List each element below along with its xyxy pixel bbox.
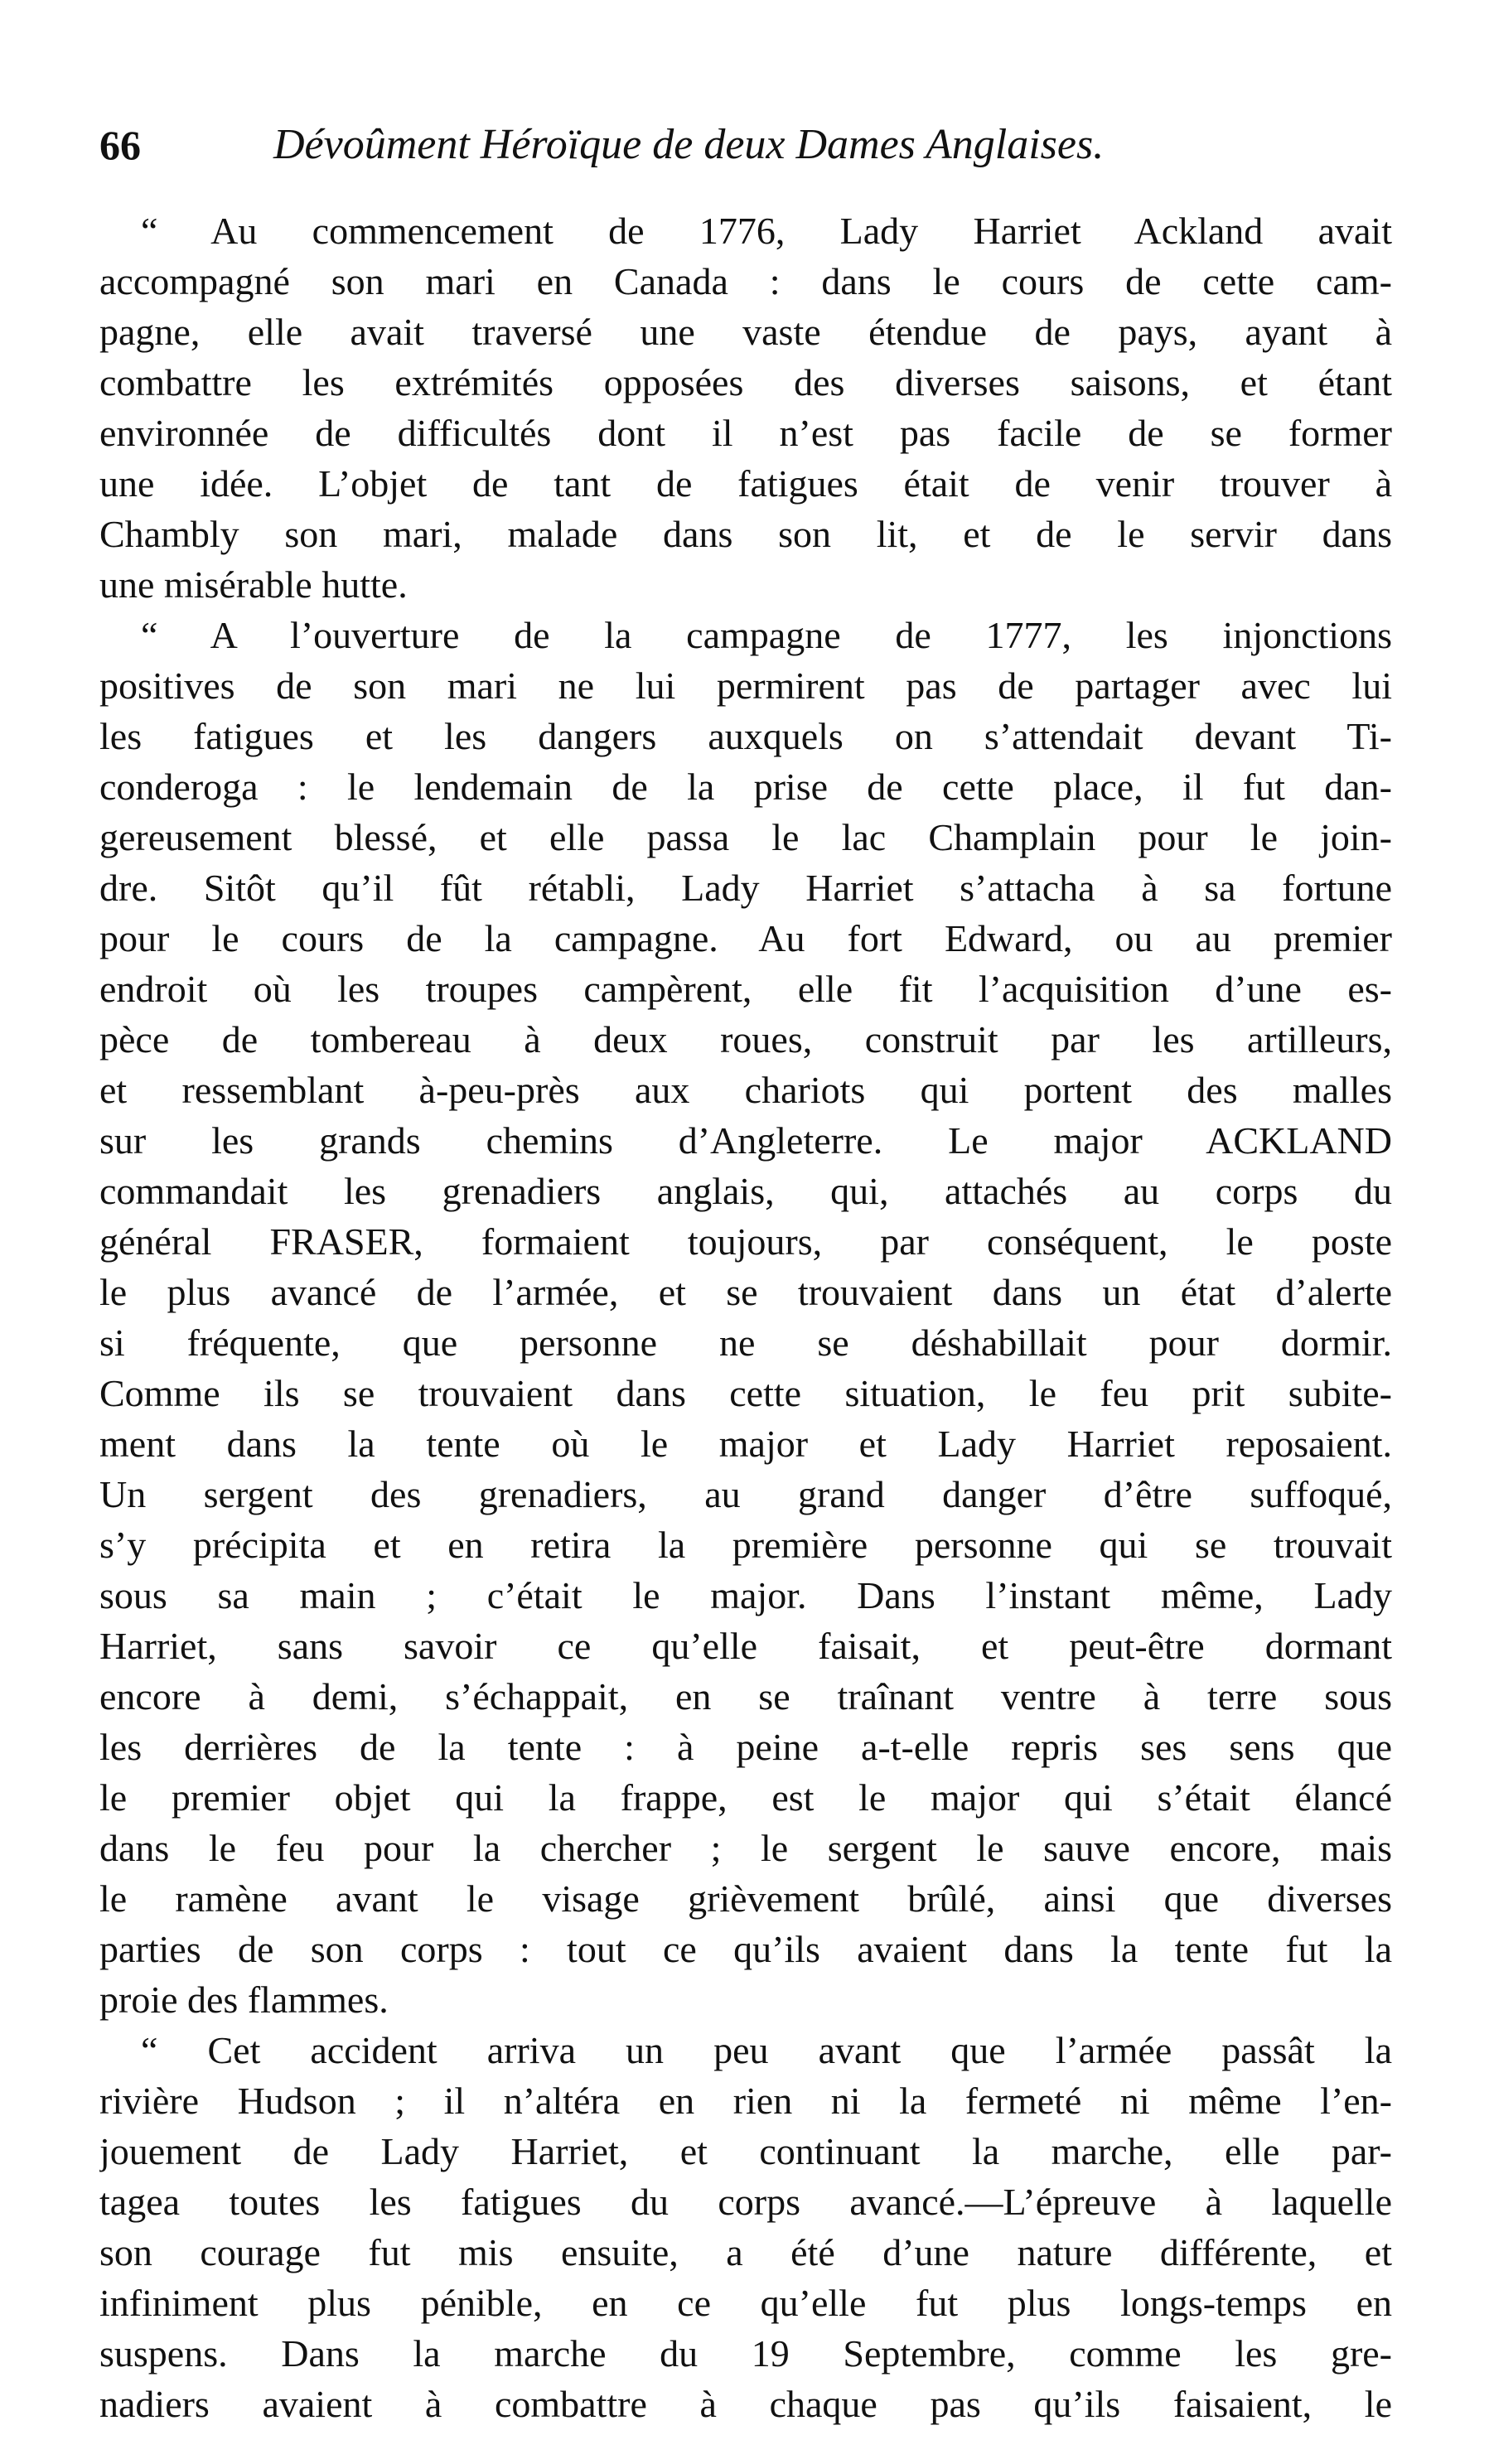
text-line: dans le feu pour la chercher ; le sergent le sauve encore, mais (99, 1827, 1392, 1869)
text-line: encore à demi, s’échappait, en se traînant ventre à terre sous (99, 1675, 1392, 1718)
text-line: jouement de Lady Harriet, et continuant la marche, elle par- (99, 2130, 1392, 2172)
text-line: parties de son corps : tout ce qu’ils avaient dans la tente fut la (99, 1928, 1392, 1970)
text-line: “ Cet accident arriva un peu avant que l’armée passât la (141, 2029, 1392, 2071)
page-number: 66 (99, 122, 141, 168)
text-line: les fatigues et les dangers auxquels on s’attendait devant Ti- (99, 715, 1392, 757)
text-line: s’y précipita et en retira la première personne qui se trouvait (99, 1524, 1392, 1566)
text-line: proie des flammes. (99, 1978, 389, 2021)
text-line: le ramène avant le visage grièvement brûlé, ainsi que diverses (99, 1877, 1392, 1920)
text-line: Chambly son mari, malade dans son lit, et de le servir dans (99, 513, 1392, 555)
text-line: accompagné son mari en Canada : dans le cours de cette cam- (99, 260, 1392, 302)
text-line: gereusement blessé, et elle passa le lac Champlain pour le join- (99, 816, 1392, 858)
text-line: endroit où les troupes campèrent, elle fit l’acquisition d’une es- (99, 968, 1392, 1010)
text-line: conderoga : le lendemain de la prise de cette place, il fut dan- (99, 766, 1392, 808)
text-line: dre. Sitôt qu’il fût rétabli, Lady Harriet s’attacha à sa fortune (99, 867, 1392, 909)
text-line: le plus avancé de l’armée, et se trouvaient dans un état d’alerte (99, 1271, 1392, 1313)
text-line: nadiers avaient à combattre à chaque pas qu’ils faisaient, le (99, 2383, 1392, 2425)
text-line: Harriet, sans savoir ce qu’elle faisait, et peut-être dormant (99, 1625, 1392, 1667)
text-line: une misérable hutte. (99, 563, 408, 606)
text-line: Un sergent des grenadiers, au grand danger d’être suffoqué, (99, 1473, 1392, 1515)
running-title: Dévoûment Héroïque de deux Dames Anglaises. (273, 121, 1105, 168)
text-line: rivière Hudson ; il n’altéra en rien ni la fermeté ni même l’en- (99, 2080, 1392, 2122)
text-line: pagne, elle avait traversé une vaste étendue de pays, ayant à (99, 311, 1392, 353)
text-line: et ressemblant à-peu-près aux chariots qui portent des malles (99, 1069, 1392, 1111)
text-line: infiniment plus pénible, en ce qu’elle fut plus longs-temps en (99, 2282, 1392, 2324)
text-line: son courage fut mis ensuite, a été d’une nature différente, et (99, 2231, 1392, 2273)
running-head (99, 116, 1392, 182)
body-text (99, 205, 1392, 2429)
text-line: si fréquente, que personne ne se déshabillait pour dormir. (99, 1321, 1392, 1364)
text-line: sur les grands chemins d’Angleterre. Le major ACKLAND (99, 1119, 1392, 1162)
text-line: Comme ils se trouvaient dans cette situation, le feu prit subite- (99, 1372, 1392, 1414)
text-line: tagea toutes les fatigues du corps avancé.—L’épreuve à laquelle (99, 2181, 1392, 2223)
text-line: “ Au commencement de 1776, Lady Harriet Ackland avait (141, 210, 1392, 252)
text-line: ment dans la tente où le major et Lady Harriet reposaient. (99, 1423, 1392, 1465)
text-line: suspens. Dans la marche du 19 Septembre, comme les gre- (99, 2332, 1392, 2375)
text-line: général FRASER, formaient toujours, par conséquent, le poste (99, 1220, 1392, 1263)
text-line: positives de son mari ne lui permirent pas de partager avec lui (99, 664, 1392, 707)
text-line: environnée de difficultés dont il n’est pas facile de se former (99, 412, 1392, 454)
text-line: sous sa main ; c’était le major. Dans l’instant même, Lady (99, 1574, 1392, 1616)
text-line: pour le cours de la campagne. Au fort Edward, ou au premier (99, 917, 1392, 959)
text-line: pèce de tombereau à deux roues, construit par les artilleurs, (99, 1018, 1392, 1060)
text-line: le premier objet qui la frappe, est le major qui s’était élancé (99, 1776, 1392, 1819)
text-line: une idée. L’objet de tant de fatigues était de venir trouver à (99, 462, 1392, 505)
text-line: commandait les grenadiers anglais, qui, attachés au corps du (99, 1170, 1392, 1212)
text-line: combattre les extrémités opposées des diverses saisons, et étant (99, 361, 1392, 403)
text-line: “ A l’ouverture de la campagne de 1777, les injonctions (141, 614, 1392, 656)
text-line: les derrières de la tente : à peine a-t-elle repris ses sens que (99, 1726, 1392, 1768)
